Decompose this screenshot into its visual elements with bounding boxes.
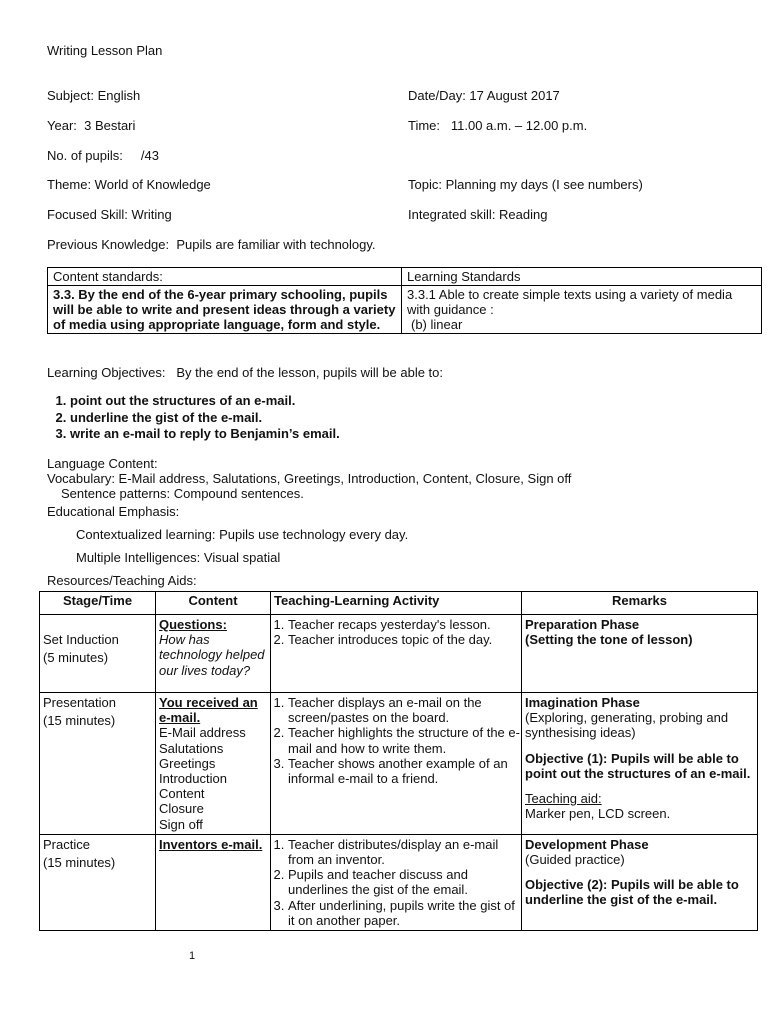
standards-table [47,267,762,334]
objectives-list [47,393,340,443]
topic-field: Topic: Planning my days (I see numbers) [408,177,643,192]
activity-cell [271,834,522,930]
header-content: Content [156,592,271,615]
list-item: 2. Teacher highlights the structure of the e-mail and how to write them. [288,725,521,755]
learning-standard-text: 3.3.1 Able to create simple texts using a variety of media with guidance : [407,287,733,317]
remark-objective: Objective (1): Pupils will be able to point out the structures of an e-mail. [525,750,751,781]
objective-item: 3. write an e-mail to reply to Benjamin’s email. [70,426,340,443]
objective-item: 1. point out the structures of an e-mail. [70,393,340,410]
content-title: Inventors e-mail. [159,836,263,852]
stage-name: Set Induction [43,632,119,647]
table-header-row [40,592,758,615]
table-row [40,615,758,693]
learning-standard-cell [402,286,762,334]
list-item: 1. Teacher distributes/display an e-mail from an inventor. [288,837,521,867]
remark-description: (Guided practice) [525,852,625,868]
remarks-cell [522,693,758,835]
lesson-steps-table [39,591,758,931]
content-standards-header: Content standards: [48,268,402,286]
activity-cell [271,615,522,693]
stage-cell [40,693,156,835]
focused-skill-field: Focused Skill: Writing [47,207,172,222]
remark-phase: Development Phase [525,836,649,852]
sentence-patterns-line: Sentence patterns: Compound sentences. [61,486,304,501]
content-cell [156,693,271,835]
vocabulary-line: Vocabulary: E-Mail address, Salutations, Greetings, Introduction, Content, Closure, Sign off [47,471,572,486]
remark-objective: Objective (2): Pupils will be able to underline the gist of the e-mail. [525,877,739,908]
list-item: 3. After underlining, pupils write the gist of it on another paper. [288,898,521,928]
educational-emphasis-heading: Educational Emphasis: [47,504,180,519]
content-cell [156,834,271,930]
header-activity: Teaching-Learning Activity [271,592,522,615]
list-item: 1. Teacher displays an e-mail on the screen/pastes on the board. [288,695,521,725]
stage-name: Practice [43,836,90,852]
language-content-heading: Language Content: [47,456,158,471]
activity-list [271,837,521,928]
document-title: Writing Lesson Plan [47,43,163,58]
pupils-count-field: No. of pupils: /43 [47,148,160,163]
content-item: Sign off [159,816,203,832]
remark-phase: Preparation Phase [525,617,640,632]
remark-description: (Exploring, generating, probing and synthesising ideas) [525,710,729,741]
table-row [40,693,758,835]
stage-cell [40,615,156,693]
stage-time: (15 minutes) [43,713,116,729]
multiple-intelligences-line: Multiple Intelligences: Visual spatial [76,550,281,565]
learning-objectives-intro: Learning Objectives: By the end of the lesson, pupils will be able to: [47,365,444,380]
remarks-cell [522,834,758,930]
theme-field: Theme: World of Knowledge [47,177,211,192]
content-item: Content [159,786,205,802]
objective-item: 2. underline the gist of the e-mail. [70,410,340,427]
remark-description: (Setting the tone of lesson) [525,632,693,648]
header-remarks: Remarks [522,592,758,615]
list-item: 3. Teacher shows another example of an informal e-mail to a friend. [288,756,521,786]
content-title: You received an e-mail. [159,695,258,726]
resources-heading: Resources/Teaching Aids: [47,573,197,588]
content-item: Salutations [159,740,224,756]
year-field: Year: 3 Bestari [47,118,136,133]
remark-teaching-aid-label: Teaching aid: [525,791,602,807]
contextualized-learning-line: Contextualized learning: Pupils use technology every day. [76,527,409,542]
content-item: E-Mail address [159,725,246,741]
remark-phase: Imagination Phase [525,695,640,710]
activity-list [271,617,521,647]
table-row [40,834,758,930]
header-stage-time: Stage/Time [40,592,156,615]
content-item: Introduction [159,771,227,787]
page-number: 1 [189,950,196,962]
content-standard-text: 3.3. By the end of the 6-year primary schooling, pupils will be able to write and present ideas through a variety of media using appropriate language, form and style. [48,286,402,334]
activity-list [271,695,521,786]
date-field: Date/Day: 17 August 2017 [408,88,560,103]
remarks-cell [522,615,758,693]
content-item: Greetings [159,755,216,771]
list-item: 2. Teacher introduces topic of the day. [288,632,521,647]
time-field: Time: 11.00 a.m. – 12.00 p.m. [408,118,588,133]
learning-standards-header: Learning Standards [402,268,762,286]
list-item: 2. Pupils and teacher discuss and underlines the gist of the email. [288,867,521,897]
integrated-skill-field: Integrated skill: Reading [408,207,548,222]
learning-standard-sub: (b) linear [411,317,463,332]
subject-field: Subject: English [47,88,141,103]
content-cell [156,615,271,693]
remark-teaching-aid: Marker pen, LCD screen. [525,806,671,822]
stage-time: (5 minutes) [43,650,109,666]
activity-cell [271,693,522,835]
content-body: How has technology helped our lives today? [159,632,265,678]
previous-knowledge-field: Previous Knowledge: Pupils are familiar with technology. [47,237,376,252]
stage-name: Presentation [43,695,116,710]
content-title: Questions: [159,617,227,632]
stage-time: (15 minutes) [43,855,116,871]
list-item: 1. Teacher recaps yesterday's lesson. [288,617,521,632]
stage-cell [40,834,156,930]
content-item: Closure [159,801,204,817]
